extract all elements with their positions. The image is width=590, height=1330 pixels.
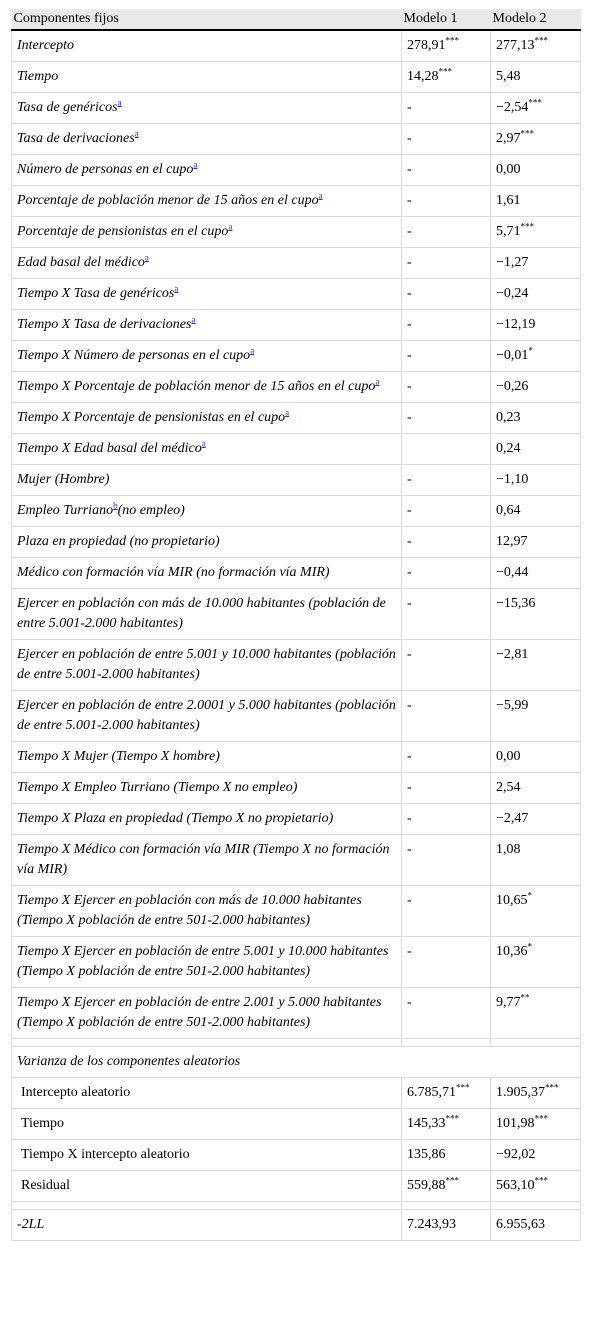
row-label-text: Empleo Turriano bbox=[17, 503, 114, 518]
significance-mark: *** bbox=[445, 1113, 459, 1124]
row-label-text: Plaza en propiedad (no propietario) bbox=[17, 534, 220, 549]
footnote-link[interactable] bbox=[191, 314, 195, 324]
table-row bbox=[12, 310, 581, 341]
footnote-marker[interactable]: a bbox=[201, 438, 206, 449]
model-2-value bbox=[491, 1140, 581, 1171]
cell-value: - bbox=[407, 317, 412, 332]
row-label-text: Porcentaje de pensionistas en el cupo bbox=[17, 224, 229, 239]
model-2-value bbox=[491, 558, 581, 589]
cell-value: - bbox=[407, 503, 412, 518]
spacer-row bbox=[12, 1202, 581, 1210]
footnote-marker[interactable]: b bbox=[113, 500, 118, 511]
table-row bbox=[12, 1140, 581, 1171]
table-row bbox=[12, 62, 581, 93]
table-header-row bbox=[12, 9, 581, 30]
footnote-marker[interactable]: a bbox=[285, 407, 290, 418]
footnote-marker[interactable]: a bbox=[193, 159, 198, 170]
row-label bbox=[12, 937, 402, 988]
model-2-value bbox=[491, 1109, 581, 1140]
cell-value: - bbox=[407, 379, 412, 394]
model-2-value bbox=[491, 124, 581, 155]
spacer-cell bbox=[491, 1202, 581, 1210]
results-table bbox=[11, 9, 581, 1241]
cell-value: −2,81 bbox=[496, 647, 529, 662]
model-1-value: 7.243,93 bbox=[402, 1210, 491, 1241]
spacer-cell bbox=[402, 1039, 491, 1047]
spacer-cell bbox=[491, 1039, 581, 1047]
cell-value: - bbox=[407, 410, 412, 425]
results-table-container bbox=[11, 9, 580, 1241]
model-1-value bbox=[402, 496, 491, 527]
row-label-text: Tiempo X Edad basal del médico bbox=[17, 441, 202, 456]
row-label bbox=[12, 310, 402, 341]
footnote-link[interactable] bbox=[228, 221, 232, 231]
cell-value: −12,19 bbox=[496, 317, 536, 332]
cell-value: - bbox=[407, 944, 412, 959]
table-row bbox=[12, 589, 581, 640]
table-row bbox=[12, 937, 581, 988]
cell-value: 2,54 bbox=[496, 780, 521, 795]
model-2-value bbox=[491, 62, 581, 93]
model-1-value bbox=[402, 1171, 491, 1202]
row-label bbox=[12, 279, 402, 310]
row-label bbox=[12, 30, 402, 62]
table-row bbox=[12, 124, 581, 155]
cell-value: 0,00 bbox=[496, 749, 521, 764]
model-2-value bbox=[491, 465, 581, 496]
model-1-value bbox=[402, 248, 491, 279]
cell-value: 0,64 bbox=[496, 503, 521, 518]
table-row bbox=[12, 988, 581, 1039]
model-2-value bbox=[491, 886, 581, 937]
significance-mark: *** bbox=[456, 1082, 470, 1093]
cell-value: −0,44 bbox=[496, 565, 529, 580]
model-2-value bbox=[491, 93, 581, 124]
row-label-text: Tiempo X Ejercer en población de entre 5.001 y 10.000 habitantes (Tiempo X población de entre 501-2.000 habitantes) bbox=[17, 944, 389, 979]
significance-mark: * bbox=[527, 941, 532, 952]
section-row bbox=[12, 1047, 581, 1078]
model-2-value bbox=[491, 691, 581, 742]
row-label bbox=[12, 434, 402, 465]
table-row bbox=[12, 465, 581, 496]
model-1-value bbox=[402, 30, 491, 62]
cell-value: - bbox=[407, 131, 412, 146]
row-label-text: Tiempo X Empleo Turriano (Tiempo X no empleo) bbox=[17, 780, 298, 795]
row-label bbox=[12, 155, 402, 186]
significance-mark: * bbox=[528, 345, 533, 356]
model-2-value: 6.955,63 bbox=[491, 1210, 581, 1241]
model-2-value bbox=[491, 742, 581, 773]
cell-value: 5,71 bbox=[496, 224, 521, 239]
row-label-text: Intercepto bbox=[17, 38, 75, 53]
model-1-value bbox=[402, 773, 491, 804]
model-1-value bbox=[402, 886, 491, 937]
cell-value: 14,28 bbox=[407, 69, 439, 84]
cell-value: - bbox=[407, 893, 412, 908]
footnote-link[interactable] bbox=[135, 128, 139, 138]
table-row bbox=[12, 434, 581, 465]
cell-value: −2,47 bbox=[496, 811, 529, 826]
footnote-marker[interactable]: a bbox=[318, 190, 323, 201]
cell-value: - bbox=[407, 534, 412, 549]
cell-value: −0,26 bbox=[496, 379, 529, 394]
cell-value: 0,24 bbox=[496, 441, 521, 456]
table-row bbox=[12, 496, 581, 527]
table-row bbox=[12, 372, 581, 403]
footnote-marker[interactable]: a bbox=[228, 221, 233, 232]
model-2-value bbox=[491, 248, 581, 279]
cell-value: 0,00 bbox=[496, 162, 521, 177]
cell-value: - bbox=[407, 811, 412, 826]
cell-value: −1,10 bbox=[496, 472, 529, 487]
significance-mark: *** bbox=[520, 128, 534, 139]
table-row bbox=[12, 742, 581, 773]
cell-value: - bbox=[407, 472, 412, 487]
model-1-value bbox=[402, 527, 491, 558]
row-label-text: Tiempo X Tasa de genéricos bbox=[17, 286, 175, 301]
model-1-value bbox=[402, 310, 491, 341]
table-row bbox=[12, 886, 581, 937]
model-2-value bbox=[491, 589, 581, 640]
significance-mark: *** bbox=[528, 97, 542, 108]
row-label bbox=[12, 691, 402, 742]
model-2-value bbox=[491, 155, 581, 186]
spacer-row bbox=[12, 1039, 581, 1047]
footnote-link[interactable] bbox=[145, 252, 149, 262]
cell-value: - bbox=[407, 995, 412, 1010]
table-row bbox=[12, 341, 581, 372]
row-label-text: Tiempo X Porcentaje de población menor de 15 años en el cupo bbox=[17, 379, 376, 394]
significance-mark: *** bbox=[534, 1175, 548, 1186]
model-2-value bbox=[491, 341, 581, 372]
table-row bbox=[12, 1171, 581, 1202]
cell-value: 9,77 bbox=[496, 995, 521, 1010]
row-label-text: Médico con formación vía MIR (no formación vía MIR) bbox=[17, 565, 330, 580]
row-label bbox=[12, 372, 402, 403]
footnote-link[interactable] bbox=[285, 407, 289, 417]
row-label-text: Tiempo X Ejercer en población de entre 2.001 y 5.000 habitantes (Tiempo X población de entre 501-2.000 habitantes) bbox=[17, 995, 382, 1030]
row-label-suffix: (no empleo) bbox=[117, 503, 185, 518]
significance-mark: *** bbox=[520, 221, 534, 232]
table-row bbox=[12, 1109, 581, 1140]
cell-value: - bbox=[407, 780, 412, 795]
cell-value: −2,54 bbox=[496, 100, 529, 115]
row-label bbox=[12, 988, 402, 1039]
footnote-link[interactable] bbox=[118, 97, 122, 107]
row-label bbox=[12, 773, 402, 804]
model-1-value bbox=[402, 403, 491, 434]
row-label bbox=[12, 804, 402, 835]
row-label bbox=[12, 341, 402, 372]
row-label: Tiempo bbox=[12, 1109, 402, 1140]
model-1-value bbox=[402, 589, 491, 640]
cell-value: - bbox=[407, 842, 412, 857]
model-1-value bbox=[402, 937, 491, 988]
header-model-2: Modelo 2 bbox=[491, 9, 581, 30]
model-1-value bbox=[402, 1078, 491, 1109]
row-label bbox=[12, 62, 402, 93]
table-row bbox=[12, 558, 581, 589]
row-label-text: Ejercer en población de entre 2.0001 y 5.000 habitantes (población de entre 5.001-2.000 habitantes) bbox=[17, 698, 396, 733]
row-label bbox=[12, 186, 402, 217]
fit-label: -2LL bbox=[12, 1210, 402, 1241]
cell-value: - bbox=[407, 255, 412, 270]
model-1-value bbox=[402, 691, 491, 742]
footnote-marker[interactable]: a bbox=[174, 283, 179, 294]
model-1-value bbox=[402, 279, 491, 310]
cell-value: 563,10 bbox=[496, 1178, 535, 1193]
model-2-value bbox=[491, 434, 581, 465]
row-label-text: Porcentaje de población menor de 15 años en el cupo bbox=[17, 193, 319, 208]
row-label-text: Ejercer en población de entre 5.001 y 10.000 habitantes (población de entre 5.001-2.000 habitantes) bbox=[17, 647, 396, 682]
cell-value: 559,88 bbox=[407, 1178, 446, 1193]
row-label bbox=[12, 835, 402, 886]
model-2-value bbox=[491, 988, 581, 1039]
cell-value: 135,86 bbox=[407, 1147, 446, 1162]
model-1-value bbox=[402, 62, 491, 93]
header-model-1: Modelo 1 bbox=[402, 9, 491, 30]
row-label bbox=[12, 527, 402, 558]
cell-value: 1,08 bbox=[496, 842, 521, 857]
row-label: Tiempo X intercepto aleatorio bbox=[12, 1140, 402, 1171]
model-1-value bbox=[402, 217, 491, 248]
table-row bbox=[12, 804, 581, 835]
row-label-text: Mujer (Hombre) bbox=[17, 472, 110, 487]
footnote-marker[interactable]: a bbox=[117, 97, 122, 108]
model-1-value bbox=[402, 372, 491, 403]
model-2-value bbox=[491, 310, 581, 341]
model-1-value bbox=[402, 988, 491, 1039]
cell-value: - bbox=[407, 286, 412, 301]
model-2-value bbox=[491, 804, 581, 835]
spacer-cell bbox=[402, 1202, 491, 1210]
row-label bbox=[12, 403, 402, 434]
footnote-marker[interactable]: a bbox=[191, 314, 196, 325]
model-2-value bbox=[491, 527, 581, 558]
table-row bbox=[12, 403, 581, 434]
cell-value: - bbox=[407, 565, 412, 580]
model-1-value bbox=[402, 155, 491, 186]
model-2-value bbox=[491, 937, 581, 988]
model-2-value bbox=[491, 640, 581, 691]
cell-value: −1,27 bbox=[496, 255, 529, 270]
row-label-text: Número de personas en el cupo bbox=[17, 162, 194, 177]
significance-mark: *** bbox=[534, 35, 548, 46]
row-label: Intercepto aleatorio bbox=[12, 1078, 402, 1109]
row-label-text: Ejercer en población con más de 10.000 habitantes (población de entre 5.001-2.000 habitantes) bbox=[17, 596, 386, 631]
table-row bbox=[12, 186, 581, 217]
row-label bbox=[12, 589, 402, 640]
model-2-value bbox=[491, 279, 581, 310]
row-label-text: Tiempo X Ejercer en población con más de 10.000 habitantes (Tiempo X población de entre 501-2.000 habitantes) bbox=[17, 893, 362, 928]
footnote-link[interactable] bbox=[250, 345, 254, 355]
row-label bbox=[12, 465, 402, 496]
footnote-link[interactable] bbox=[174, 283, 178, 293]
cell-value: - bbox=[407, 647, 412, 662]
row-label-text: Tiempo X Número de personas en el cupo bbox=[17, 348, 251, 363]
table-row bbox=[12, 155, 581, 186]
footnote-link[interactable] bbox=[202, 438, 206, 448]
cell-value: −0,24 bbox=[496, 286, 529, 301]
model-2-value bbox=[491, 1171, 581, 1202]
row-label bbox=[12, 742, 402, 773]
model-1-value bbox=[402, 804, 491, 835]
cell-value: 0,23 bbox=[496, 410, 521, 425]
cell-value: - bbox=[407, 348, 412, 363]
cell-value: 1,61 bbox=[496, 193, 521, 208]
cell-value: - bbox=[407, 749, 412, 764]
row-label-text: Tasa de genéricos bbox=[17, 100, 118, 115]
cell-value: 278,91 bbox=[407, 38, 446, 53]
cell-value: - bbox=[407, 193, 412, 208]
cell-value: 145,33 bbox=[407, 1116, 446, 1131]
table-row bbox=[12, 1078, 581, 1109]
footnote-link[interactable] bbox=[319, 190, 323, 200]
cell-value: 12,97 bbox=[496, 534, 528, 549]
table-row bbox=[12, 640, 581, 691]
row-label-text: Tiempo X Porcentaje de pensionistas en el cupo bbox=[17, 410, 286, 425]
footnote-link[interactable] bbox=[375, 376, 379, 386]
header-fixed-components: Componentes fijos bbox=[12, 9, 402, 30]
model-2-value bbox=[491, 496, 581, 527]
footnote-marker[interactable]: a bbox=[375, 376, 380, 387]
row-label-text: Edad basal del médico bbox=[17, 255, 145, 270]
row-label bbox=[12, 124, 402, 155]
footnote-marker[interactable]: a bbox=[250, 345, 255, 356]
row-label: Residual bbox=[12, 1171, 402, 1202]
model-2-value bbox=[491, 835, 581, 886]
cell-value: - bbox=[407, 698, 412, 713]
row-label bbox=[12, 886, 402, 937]
cell-value: - bbox=[407, 224, 412, 239]
table-row bbox=[12, 93, 581, 124]
model-2-value bbox=[491, 217, 581, 248]
footnote-marker[interactable]: a bbox=[134, 128, 139, 139]
significance-mark: * bbox=[527, 890, 532, 901]
cell-value: −5,99 bbox=[496, 698, 529, 713]
model-2-value bbox=[491, 403, 581, 434]
model-1-value bbox=[402, 742, 491, 773]
row-label bbox=[12, 248, 402, 279]
significance-mark: ** bbox=[520, 992, 530, 1003]
model-2-value bbox=[491, 372, 581, 403]
fit-row bbox=[12, 1210, 581, 1241]
table-row bbox=[12, 773, 581, 804]
cell-value: 6.785,71 bbox=[407, 1085, 456, 1100]
footnote-marker[interactable]: a bbox=[144, 252, 149, 263]
cell-value: −15,36 bbox=[496, 596, 536, 611]
table-body bbox=[12, 30, 581, 1241]
table-row bbox=[12, 835, 581, 886]
table-row bbox=[12, 30, 581, 62]
model-1-value bbox=[402, 186, 491, 217]
spacer-cell bbox=[12, 1202, 402, 1210]
row-label-text: Tiempo X Mujer (Tiempo X hombre) bbox=[17, 749, 220, 764]
row-label-text: Tiempo X Tasa de derivaciones bbox=[17, 317, 192, 332]
footnote-link[interactable] bbox=[193, 159, 197, 169]
row-label-text: Tiempo bbox=[17, 69, 59, 84]
row-label-text: Tiempo X Plaza en propiedad (Tiempo X no propietario) bbox=[17, 811, 334, 826]
model-2-value bbox=[491, 186, 581, 217]
table-row bbox=[12, 279, 581, 310]
model-1-value bbox=[402, 93, 491, 124]
significance-mark: *** bbox=[445, 1175, 459, 1186]
model-2-value bbox=[491, 1078, 581, 1109]
table-row bbox=[12, 217, 581, 248]
model-1-value bbox=[402, 1140, 491, 1171]
cell-value: - bbox=[407, 596, 412, 611]
row-label-text: Tiempo X Médico con formación vía MIR (Tiempo X no formación vía MIR) bbox=[17, 842, 390, 877]
significance-mark: *** bbox=[438, 66, 452, 77]
model-1-value bbox=[402, 341, 491, 372]
cell-value: 1.905,37 bbox=[496, 1085, 545, 1100]
table-row bbox=[12, 691, 581, 742]
row-label bbox=[12, 217, 402, 248]
row-label-text: Tasa de derivaciones bbox=[17, 131, 135, 146]
model-1-value bbox=[402, 124, 491, 155]
significance-mark: *** bbox=[445, 35, 459, 46]
cell-value: 2,97 bbox=[496, 131, 521, 146]
cell-value: 101,98 bbox=[496, 1116, 535, 1131]
row-label bbox=[12, 558, 402, 589]
cell-value: - bbox=[407, 100, 412, 115]
cell-value: 10,65 bbox=[496, 893, 528, 908]
model-1-value bbox=[402, 640, 491, 691]
section-title: Varianza de los componentes aleatorios bbox=[12, 1047, 581, 1078]
cell-value: 277,13 bbox=[496, 38, 535, 53]
cell-value: 10,36 bbox=[496, 944, 528, 959]
row-label bbox=[12, 640, 402, 691]
model-1-value bbox=[402, 835, 491, 886]
model-2-value bbox=[491, 30, 581, 62]
model-1-value bbox=[402, 434, 491, 465]
model-1-value bbox=[402, 465, 491, 496]
table-row bbox=[12, 248, 581, 279]
significance-mark: *** bbox=[534, 1113, 548, 1124]
spacer-cell bbox=[12, 1039, 402, 1047]
cell-value: - bbox=[407, 162, 412, 177]
model-1-value bbox=[402, 1109, 491, 1140]
significance-mark: *** bbox=[545, 1082, 559, 1093]
cell-value: 5,48 bbox=[496, 69, 521, 84]
table-row bbox=[12, 527, 581, 558]
model-1-value bbox=[402, 558, 491, 589]
cell-value: −0,01 bbox=[496, 348, 529, 363]
model-2-value bbox=[491, 773, 581, 804]
row-label bbox=[12, 93, 402, 124]
row-label bbox=[12, 496, 402, 527]
cell-value: −92,02 bbox=[496, 1147, 536, 1162]
